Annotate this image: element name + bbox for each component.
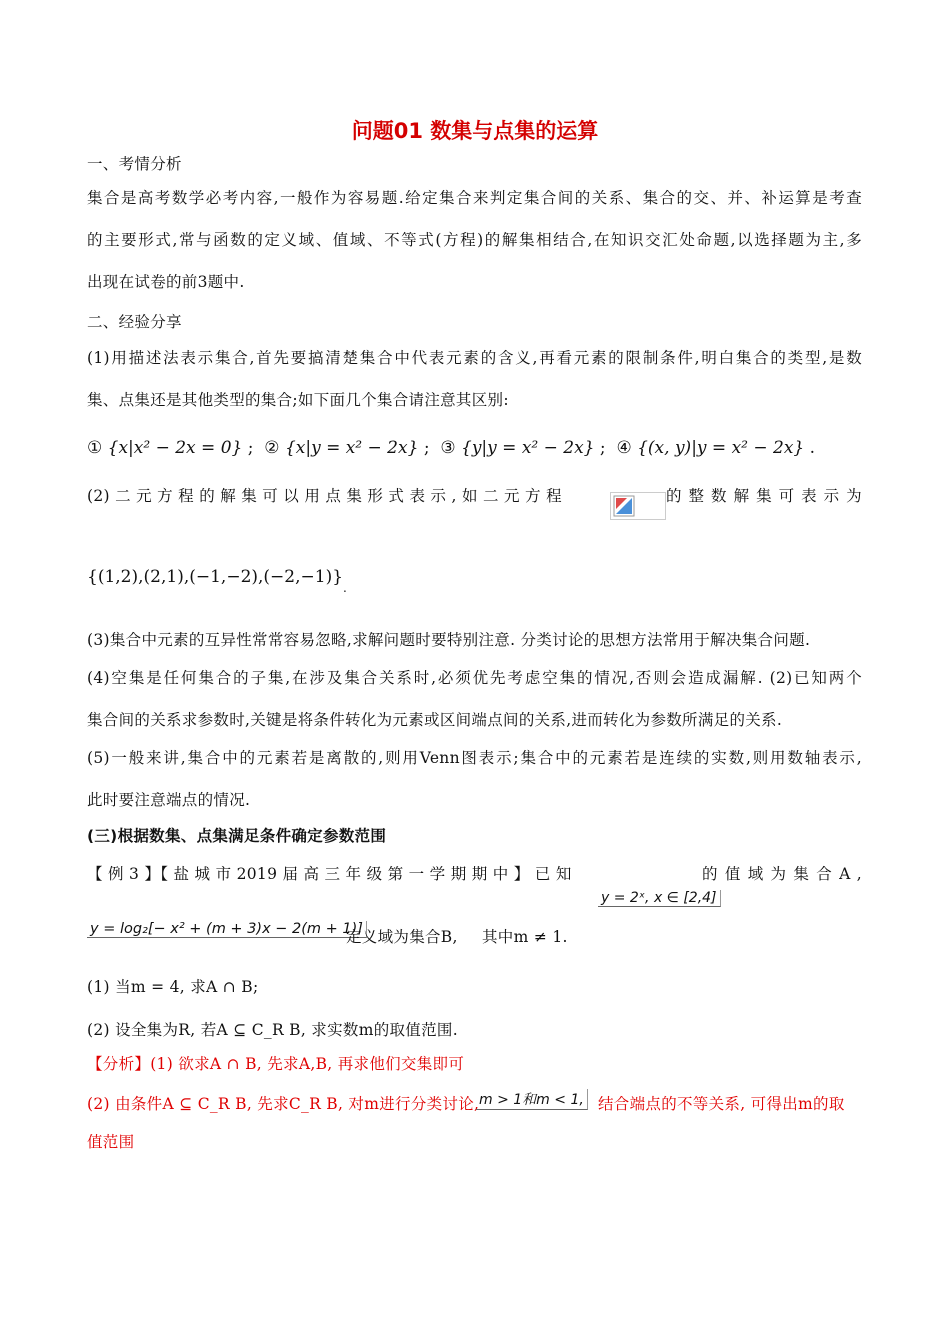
set-expression: {(x, y)|y = x² − 2x} — [637, 438, 805, 458]
section-heading-2: 二、经验分享 — [87, 313, 182, 331]
period: . — [809, 438, 816, 458]
separator: ; — [599, 438, 606, 458]
section-heading-3: (三)根据数集、点集满足条件确定参数范围 — [87, 827, 387, 845]
set-examples — [87, 438, 815, 458]
paragraph-line: 定义域为集合B, — [346, 928, 458, 946]
formula-domain — [87, 918, 367, 938]
formula: y = 2ˣ, x ∈ [2,4] — [598, 890, 721, 907]
page-title: 问题01 数集与点集的运算 — [351, 119, 599, 143]
paragraph-line: (5)一般来讲,集合中的元素若是离散的,则用Venn图表示;集合中的元素若是连续的实数,则用数轴表示, — [87, 749, 862, 767]
paragraph-line: 的 值 域 为 集 合 A , — [702, 865, 862, 883]
formula: y = log₂[− x² + (m + 3)x − 2(m + 1)] — [87, 921, 367, 938]
set-expression: {x|y = x² − 2x} — [284, 438, 419, 458]
paragraph-line: (1)用描述法表示集合,首先要搞清楚集合中代表元素的含义,再看元素的限制条件,明白集合的类型,是数 — [87, 349, 862, 367]
set-number: ① — [87, 438, 103, 458]
set-number: ③ — [440, 438, 456, 458]
set-expression: {y|y = x² − 2x} — [461, 438, 595, 458]
paragraph-line: 的主要形式,常与函数的定义域、值域、不等式(方程)的解集相结合,在知识交汇处命题,以选择题为主,多 — [87, 231, 862, 249]
paragraph-line: 集合间的关系求参数时,关键是将条件转化为元素或区间端点间的关系,进而转化为参数所满足的关系. — [87, 711, 783, 729]
formula-range — [598, 887, 721, 907]
equation-image-placeholder — [610, 492, 666, 520]
question-2: (2) 设全集为R, 若A ⊆ C_R B, 求实数m的取值范围. — [87, 1021, 458, 1039]
paragraph-line: (3)集合中元素的互异性常常容易忽略,求解问题时要特别注意. 分类讨论的思想方法常用于解决集合问题. — [87, 631, 811, 649]
analysis-line: 结合端点的不等关系, 可得出m的取 — [598, 1095, 845, 1113]
question-1: (1) 当m = 4, 求A ∩ B; — [87, 978, 259, 996]
paragraph-line: (4)空集是任何集合的子集,在涉及集合关系时,必须优先考虑空集的情况,否则会造成漏解. (2)已知两个 — [87, 669, 862, 687]
paragraph-line: 其中m ≠ 1. — [482, 928, 568, 946]
formula: m > 1和m < 1, — [476, 1089, 588, 1110]
section-heading-1: 一、考情分析 — [87, 155, 182, 173]
paragraph-line: 集、点集还是其他类型的集合;如下面几个集合请注意其区别: — [87, 391, 509, 409]
paragraph-line: 集合是高考数学必考内容,一般作为容易题.给定集合来判定集合间的关系、集合的交、并、补运算是考查 — [87, 189, 862, 207]
period: . — [343, 581, 347, 595]
paragraph-line: (2) 二 元 方 程 的 解 集 可 以 用 点 集 形 式 表 示 , 如 二 元 方 程 — [87, 487, 562, 505]
analysis-line: (2) 由条件A ⊆ C_R B, 先求C_R B, 对m进行分类讨论, — [87, 1095, 480, 1113]
separator: ; — [247, 438, 254, 458]
set-number: ④ — [616, 438, 632, 458]
analysis-line: 【分析】(1) 欲求A ∩ B, 先求A,B, 再求他们交集即可 — [87, 1055, 465, 1073]
paragraph-line: 的 整 数 解 集 可 表 示 为 — [666, 487, 862, 505]
separator: ; — [423, 438, 430, 458]
analysis-line: 值范围 — [87, 1133, 135, 1151]
example-heading: 【 例 3 】【 盐 城 市 2019 届 高 三 年 级 第 一 学 期 期 中 】 已 知 — [87, 865, 572, 883]
integer-solution-set — [87, 567, 347, 595]
analysis-formula — [476, 1089, 588, 1110]
paragraph-line: 出现在试卷的前3题中. — [87, 273, 245, 291]
set-expression: {x|x² − 2x = 0} — [107, 438, 243, 458]
solution-set: {(1,2),(2,1),(−1,−2),(−2,−1)} — [87, 567, 344, 587]
paragraph-line: 此时要注意端点的情况. — [87, 791, 251, 809]
set-number: ② — [264, 438, 280, 458]
broken-image-icon — [613, 495, 635, 517]
